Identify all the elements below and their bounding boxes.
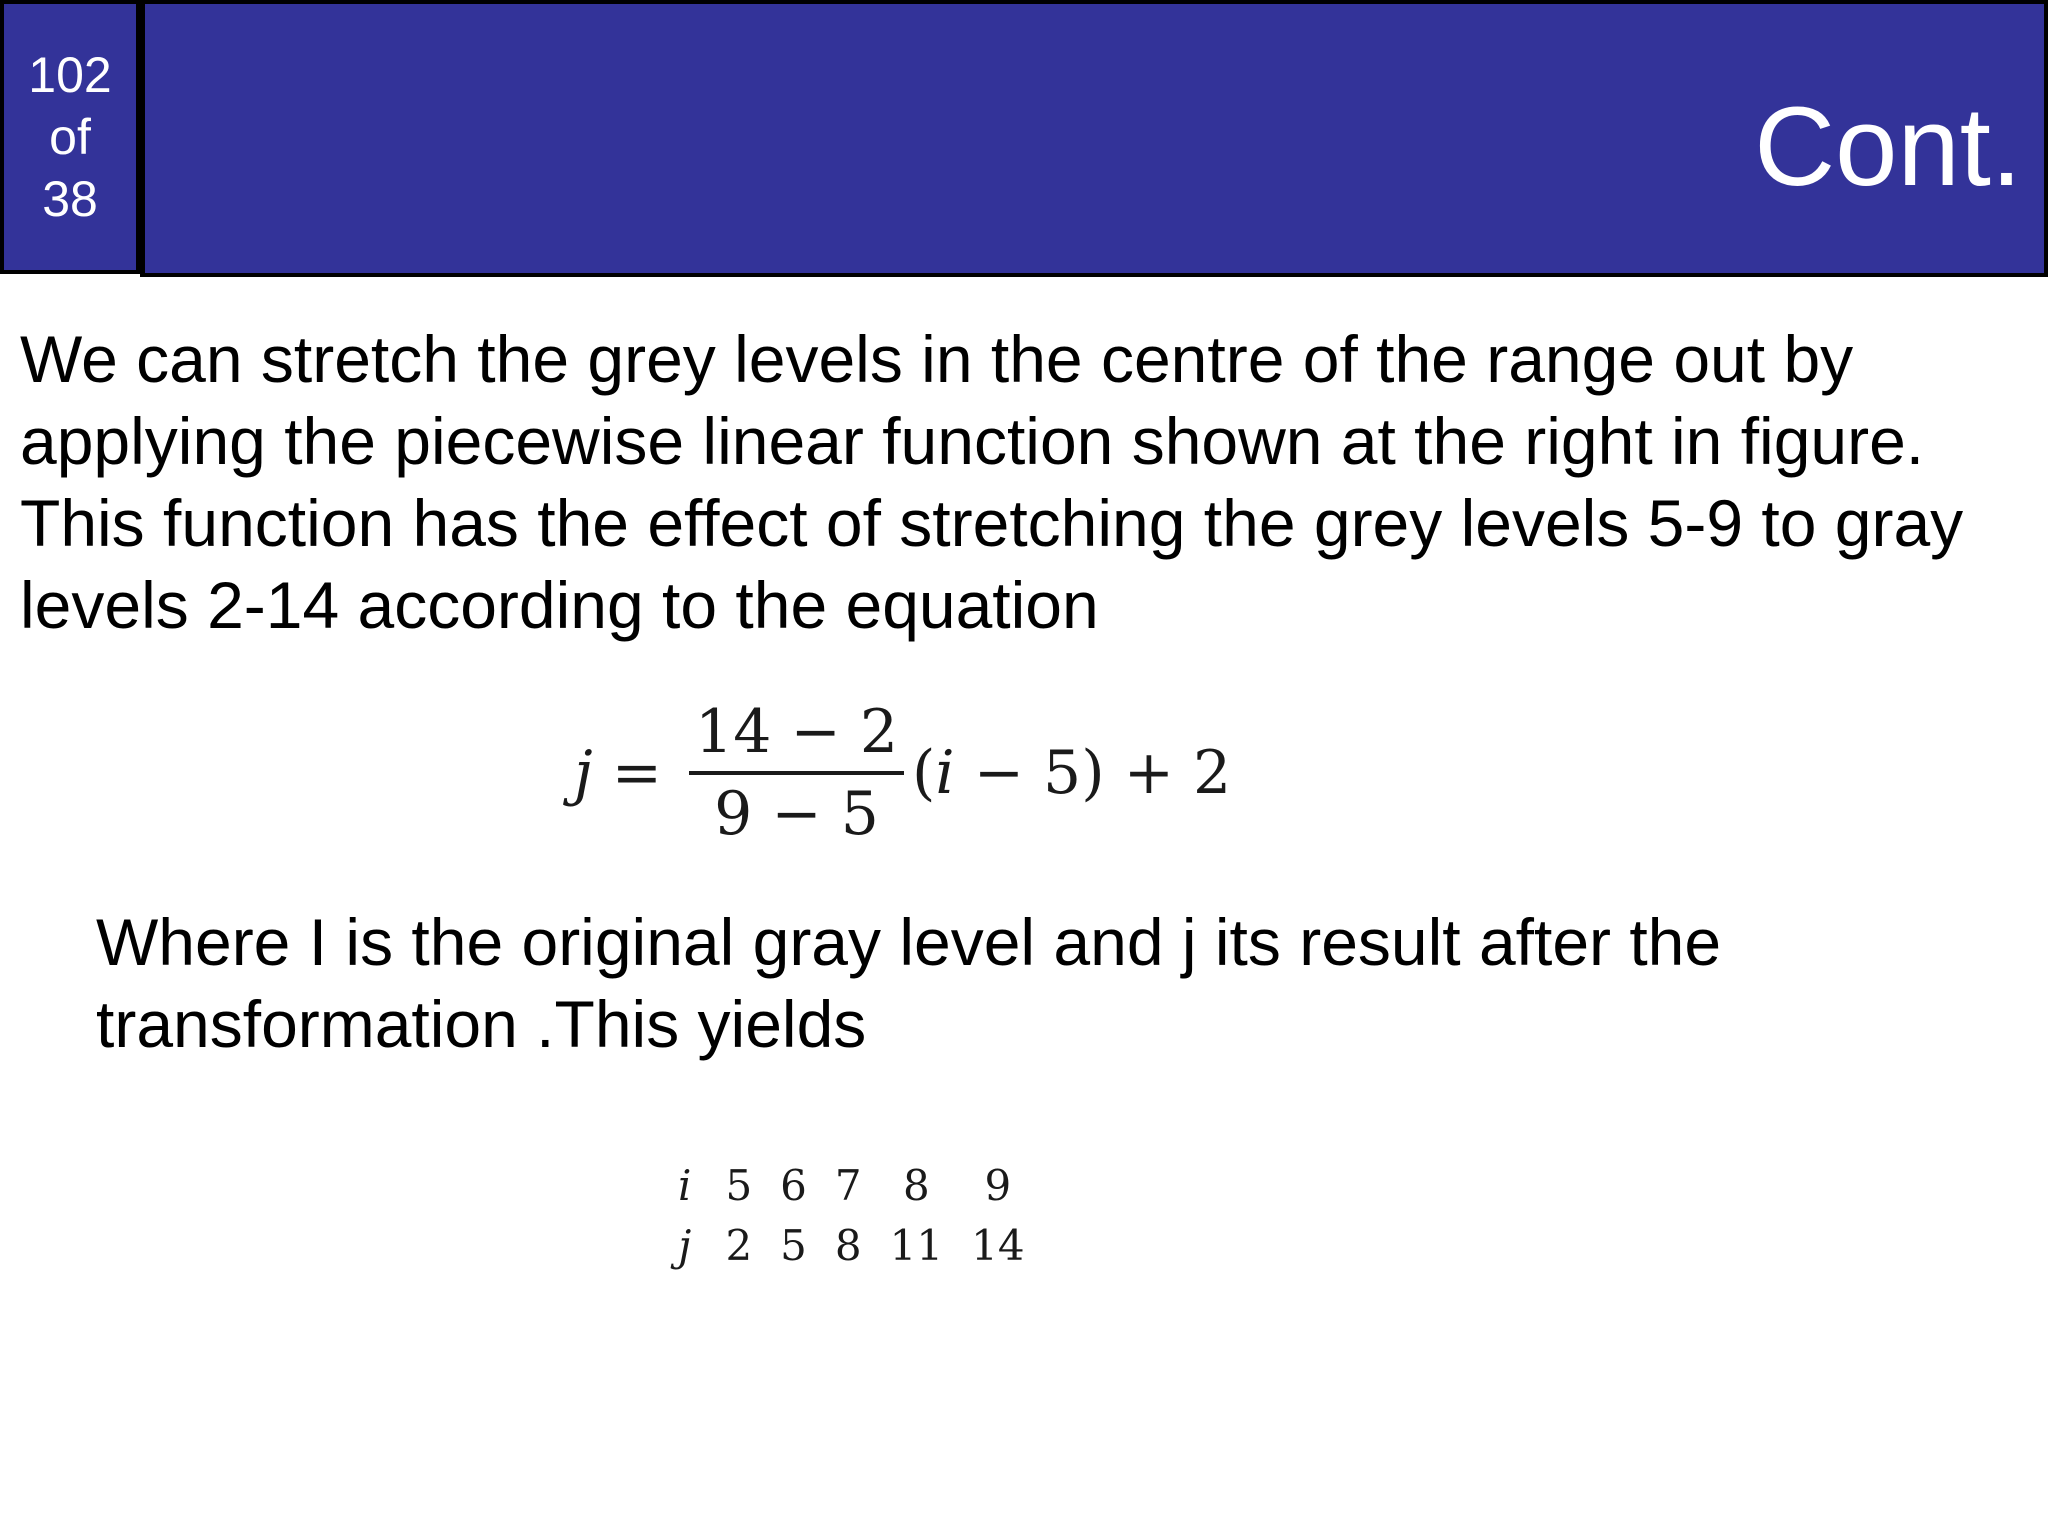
equation-lhs: j [574,738,593,808]
equation [574,688,1231,858]
table-cell: 2 [725,1220,753,1270]
table-row-i [664,1155,1039,1215]
equation-i-variable: i [935,738,955,808]
equation-denominator: 9 − 5 [714,779,879,849]
table-cell: 7 [834,1160,862,1210]
where-paragraph: Where I is the original gray level and j its result after the transformation .This yields [96,905,1722,1061]
table-cell: 11 [889,1220,944,1270]
slide-number: 102 [28,47,112,103]
yield-table [664,1155,1039,1275]
equation-open-paren: ( [912,738,936,808]
table-cell: 6 [780,1160,807,1210]
table-cell: 5 [780,1220,807,1270]
slide-title: Cont. [1754,84,2022,209]
slide-total: 38 [42,171,98,227]
equation-numerator: 14 − 2 [689,697,904,775]
equation-tail: − 5) + 2 [954,738,1232,808]
title-bar [140,0,2048,277]
slide-number-box [0,0,140,274]
equation-equals: = [611,738,662,808]
equation-fraction [689,697,904,849]
table-cell: 8 [834,1220,862,1270]
table-cell: 9 [984,1160,1012,1210]
table-label-i: i [678,1160,692,1210]
table-cell: 8 [903,1160,930,1210]
intro-paragraph: We can stretch the grey levels in the centre of the range out by applying the piecewise linear function shown at the right in figure. This function has the effect of stretching the grey levels 5-9 to gray levels 2-14 according to the equation [20,322,1964,642]
table-row-j [664,1215,1039,1275]
slide-number-of: of [49,109,91,165]
table-cell: 14 [971,1220,1025,1270]
table-cell: 5 [725,1160,753,1210]
table-label-j: j [678,1220,692,1270]
